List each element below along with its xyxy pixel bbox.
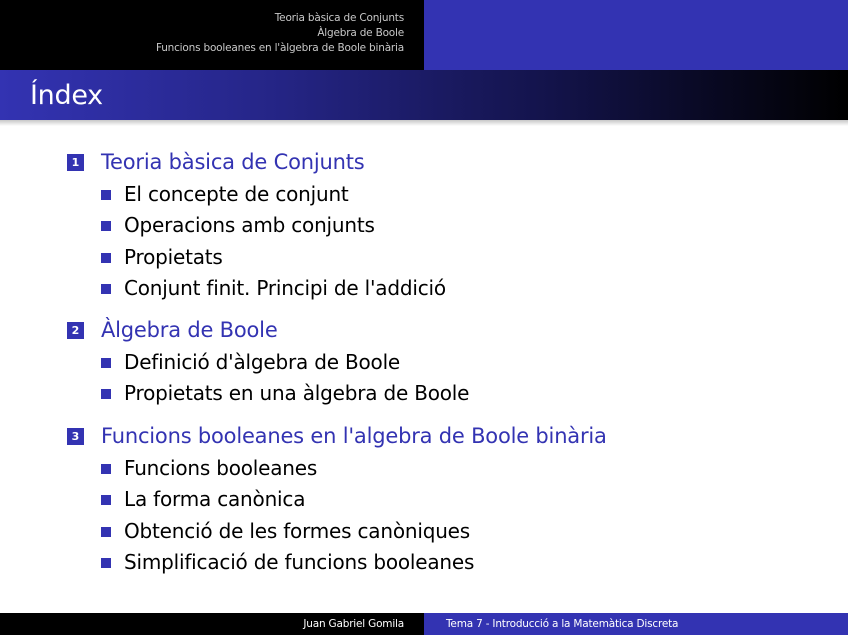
toc-section-title[interactable]: Teoria bàsica de Conjunts (101, 150, 365, 174)
section-number-badge: 1 (67, 154, 84, 171)
footer-presentation-title: Tema 7 - Introducció a la Matemàtica Discreta (446, 618, 679, 630)
nav-section-2[interactable]: Àlgebra de Boole (317, 27, 404, 39)
nav-section-3[interactable]: Funcions booleanes en l'àlgebra de Boole binària (155, 42, 404, 54)
toc-subsection-title[interactable]: Obtenció de les formes canòniques (124, 518, 471, 543)
toc-subsection-title[interactable]: Propietats en una àlgebra de Boole (124, 381, 470, 406)
toc-subsection-title[interactable]: El concepte de conjunt (124, 182, 349, 206)
footer-author: Juan Gabriel Gomila (303, 618, 404, 630)
toc-subsection-title[interactable]: Operacions amb conjunts (124, 213, 375, 238)
toc-subsection-title[interactable]: Conjunt finit. Principi de l'addició (124, 275, 446, 300)
square-bullet-icon (101, 464, 111, 474)
toc-section-title[interactable]: Funcions booleanes en l'algebra de Boole binària (101, 424, 607, 448)
toc-section-header (0, 146, 848, 178)
square-bullet-icon (101, 221, 111, 231)
toc-section-2 (0, 314, 848, 409)
square-bullet-icon (101, 558, 111, 568)
square-bullet-icon (101, 284, 111, 294)
toc-subsection (0, 178, 848, 209)
toc-subsection-title[interactable]: La forma canònica (124, 487, 306, 512)
square-bullet-icon (101, 389, 111, 399)
toc-subsection (0, 209, 848, 240)
toc-section-title[interactable]: Àlgebra de Boole (101, 318, 278, 342)
square-bullet-icon (101, 253, 111, 263)
frame-title: Índex (30, 80, 103, 111)
footer-author-panel (0, 613, 424, 635)
section-number-badge: 3 (67, 428, 84, 445)
toc-section-header (0, 420, 848, 452)
footer-title-panel (424, 613, 848, 635)
toc-subsection (0, 346, 848, 377)
toc-subsection (0, 241, 848, 272)
footer-bar (0, 613, 848, 635)
toc-section-1 (0, 146, 848, 303)
toc-subsection (0, 546, 848, 577)
toc-subsection-title[interactable]: Funcions booleanes (124, 456, 318, 480)
square-bullet-icon (101, 190, 111, 200)
section-number-badge: 2 (67, 322, 84, 339)
toc-subsection (0, 483, 848, 514)
toc-subsection-title[interactable]: Propietats (124, 244, 223, 269)
toc-section-3 (0, 420, 848, 577)
toc-subsection (0, 377, 848, 408)
square-bullet-icon (101, 527, 111, 537)
toc-subsection-title[interactable]: Simplificació de funcions booleanes (124, 549, 475, 574)
toc-subsection (0, 272, 848, 303)
toc-subsection (0, 452, 848, 483)
toc-section-header (0, 314, 848, 346)
nav-section-1[interactable]: Teoria bàsica de Conjunts (274, 12, 404, 24)
square-bullet-icon (101, 358, 111, 368)
square-bullet-icon (101, 495, 111, 505)
toc-subsection-title[interactable]: Definició d'àlgebra de Boole (124, 350, 401, 374)
toc-subsection (0, 515, 848, 546)
